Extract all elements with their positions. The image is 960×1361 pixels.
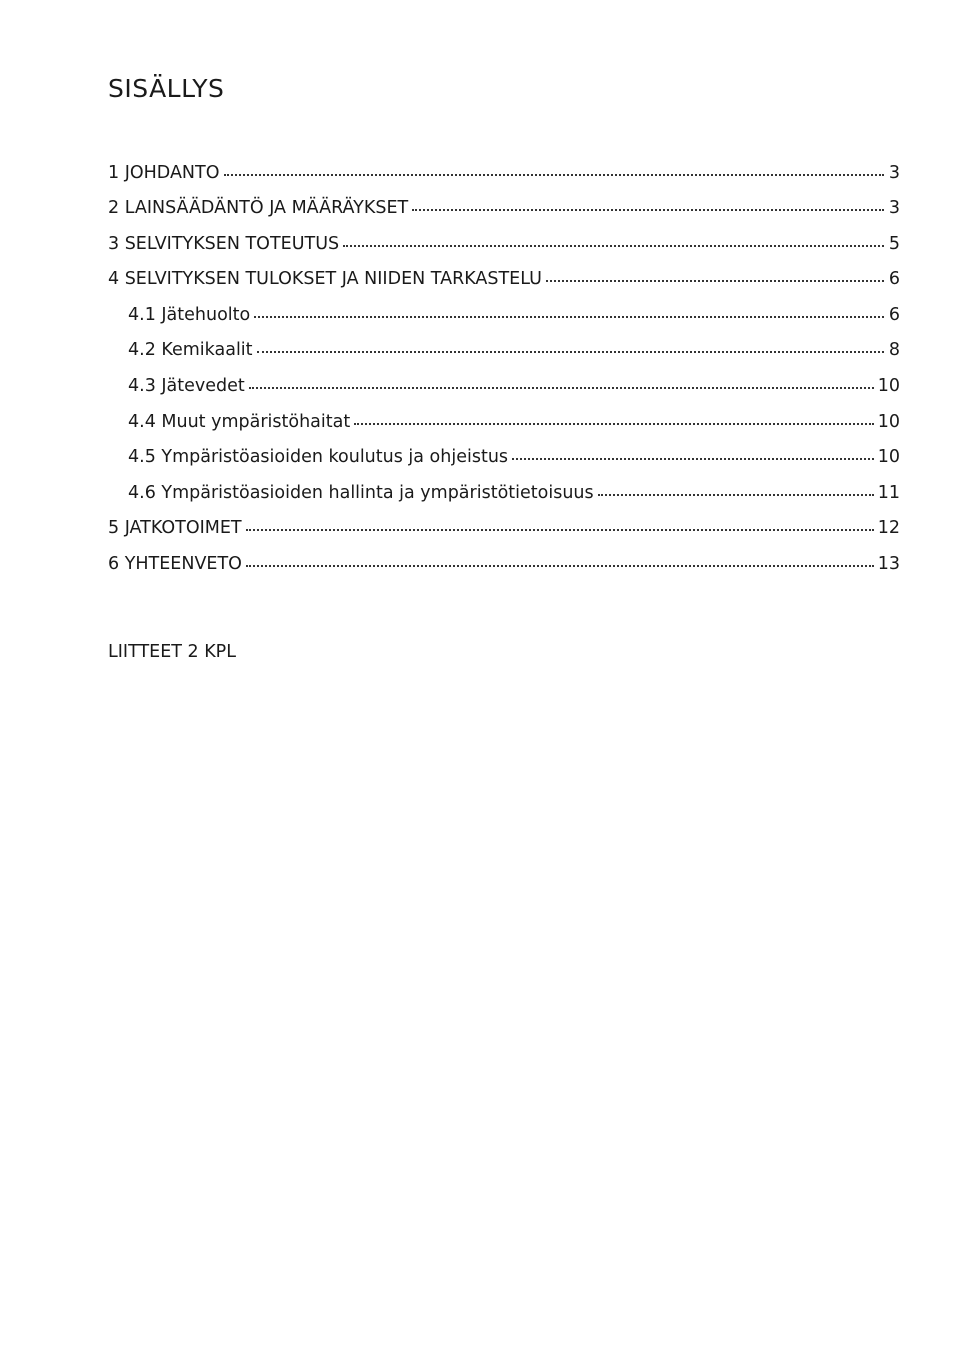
- toc-dot-leader: [343, 227, 884, 247]
- toc-entry-page: 12: [877, 518, 900, 539]
- toc-entry: [108, 550, 900, 586]
- toc-entry-label: 4.2 Kemikaalit: [128, 340, 253, 361]
- toc-entry-page: 11: [877, 482, 900, 503]
- toc-entry: [108, 229, 900, 265]
- toc-subentry: [108, 407, 900, 443]
- table-of-contents: [108, 158, 900, 585]
- toc-entry-label: 6 YHTEENVETO: [108, 554, 242, 575]
- toc-entry-page: 8: [888, 340, 900, 361]
- toc-entry-page: 6: [888, 269, 900, 290]
- toc-entry-page: 10: [877, 376, 900, 397]
- toc-entry: [108, 514, 900, 550]
- toc-entry-page: 10: [877, 447, 900, 468]
- toc-subentry: [108, 372, 900, 408]
- toc-entry-page: 13: [877, 554, 900, 575]
- toc-subentry: [108, 478, 900, 514]
- toc-entry-page: 10: [877, 411, 900, 432]
- toc-entry-label: 4.6 Ympäristöasioiden hallinta ja ympäristötietoisuus: [128, 482, 594, 503]
- toc-entry-page: 3: [888, 198, 900, 219]
- toc-dot-leader: [249, 370, 874, 390]
- toc-entry: [108, 158, 900, 194]
- toc-dot-leader: [598, 476, 874, 496]
- toc-subentry: [108, 300, 900, 336]
- toc-dot-leader: [546, 263, 884, 283]
- toc-entry-label: 3 SELVITYKSEN TOTEUTUS: [108, 233, 340, 254]
- toc-entry: [108, 265, 900, 301]
- toc-entry-label: 4.3 Jätevedet: [128, 376, 245, 397]
- toc-dot-leader: [246, 512, 874, 532]
- toc-dot-leader: [412, 192, 884, 212]
- toc-entry-label: 4 SELVITYKSEN TULOKSET JA NIIDEN TARKASTELU: [108, 269, 542, 290]
- toc-entry-page: 6: [888, 304, 900, 325]
- toc-entry: [108, 194, 900, 230]
- toc-dot-leader: [512, 441, 874, 461]
- toc-entry-label: 4.1 Jätehuolto: [128, 304, 251, 325]
- toc-entry-page: 3: [888, 162, 900, 183]
- toc-dot-leader: [254, 298, 884, 318]
- page-title: SISÄLLYS: [108, 74, 225, 103]
- toc-dot-leader: [246, 548, 874, 568]
- toc-entry-label: 4.4 Muut ympäristöhaitat: [128, 411, 351, 432]
- toc-subentry: [108, 443, 900, 479]
- toc-entry-label: 1 JOHDANTO: [108, 162, 220, 183]
- toc-entry-label: 5 JATKOTOIMET: [108, 518, 242, 539]
- toc-dot-leader: [354, 405, 874, 425]
- toc-dot-leader: [257, 334, 884, 354]
- appendix-note: LIITTEET 2 KPL: [108, 642, 236, 662]
- toc-dot-leader: [224, 156, 885, 176]
- toc-entry-label: 4.5 Ympäristöasioiden koulutus ja ohjeistus: [128, 447, 509, 468]
- toc-entry-label: 2 LAINSÄÄDÄNTÖ JA MÄÄRÄYKSET: [108, 198, 409, 219]
- toc-subentry: [108, 336, 900, 372]
- toc-entry-page: 5: [888, 233, 900, 254]
